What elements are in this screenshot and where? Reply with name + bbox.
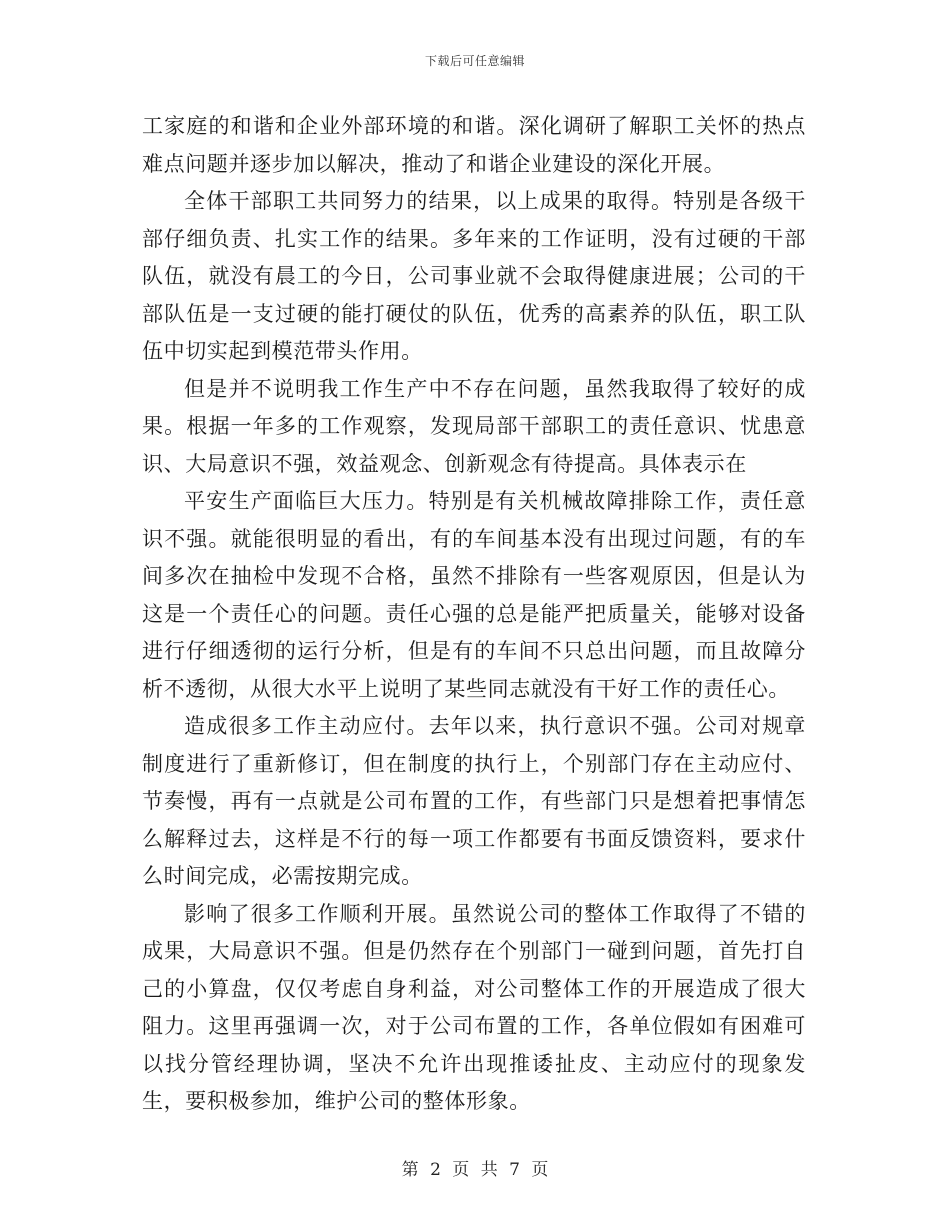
paragraph-2: 全体干部职工共同努力的结果，以上成果的取得。特别是各级干部仔细负责、扎实工作的结果。多年来的工作证明，没有过硬的干部队伍，就没有晨工的今日，公司事业就不会取得健康进展；公司的干部队伍是一支过硬的能打硬仗的队伍，优秀的高素养的队伍，职工队伍中切实起到模范带头作用。 xyxy=(142,189,806,363)
page-footer: 第 2 页 共 7 页 xyxy=(401,1160,549,1180)
paragraph-5: 造成很多工作主动应付。去年以来，执行意识不强。公司对规章制度进行了重新修订，但在制度的执行上，个别部门存在主动应付、节奏慢，再有一点就是公司布置的工作，有些部门只是想着把事情怎么解释过去，这样是不行的每一项工作都要有书面反馈资料，要求什么时间完成，必需按期完成。 xyxy=(142,714,806,888)
paragraph-4: 平安生产面临巨大压力。特别是有关机械故障排除工作，责任意识不强。就能很明显的看出，有的车间基本没有出现过问题，有的车间多次在抽检中发现不合格，虽然不排除有一些客观原因，但是认为这是一个责任心的问题。责任心强的总是能严把质量关，能够对设备进行仔细透彻的运行分析，但是有的车间不只总出问题，而且故障分析不透彻，从很大水平上说明了某些同志就没有干好工作的责任心。 xyxy=(142,489,806,701)
paragraph-6: 影响了很多工作顺利开展。虽然说公司的整体工作取得了不错的成果，大局意识不强。但是仍然存在个别部门一碰到问题，首先打自己的小算盘，仅仅考虑自身利益，对公司整体工作的开展造成了很大阻力。这里再强调一次，对于公司布置的工作，各单位假如有困难可以找分管经理协调，坚决不允许出现推诿扯皮、主动应付的现象发生，要积极参加，维护公司的整体形象。 xyxy=(142,901,806,1113)
paragraph-1: 工家庭的和谐和企业外部环境的和谐。深化调研了解职工关怀的热点难点问题并逐步加以解决，推动了和谐企业建设的深化开展。 xyxy=(142,114,806,176)
paragraph-3: 但是并不说明我工作生产中不存在问题，虽然我取得了较好的成果。根据一年多的工作观察，发现局部干部职工的责任意识、忧患意识、大局意识不强，效益观念、创新观念有待提高。具体表示在 xyxy=(142,376,806,476)
document-body xyxy=(142,108,806,1121)
page-header: 下载后可任意编辑 xyxy=(424,54,525,68)
